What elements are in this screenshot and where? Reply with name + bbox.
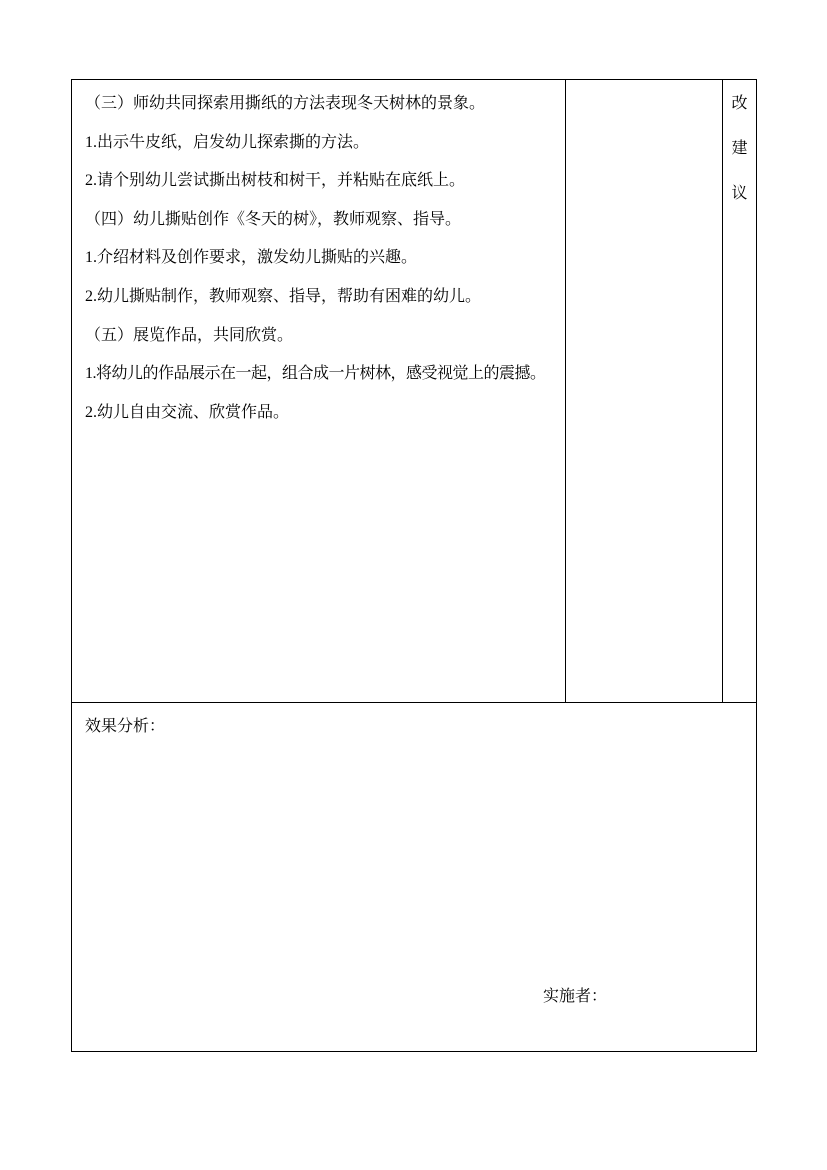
procedure-step: 1.将幼儿的作品展示在一起，组合成一片树林，感受视觉上的震撼。 (85, 365, 546, 383)
procedure-section-heading: （四）幼儿撕贴创作《冬天的树》，教师观察、指导。 (85, 210, 462, 228)
procedure-step: 2.请个别幼儿尝试撕出树枝和树干，并粘贴在底纸上。 (85, 172, 466, 190)
revision-suggestion-column (723, 80, 756, 702)
effect-analysis-label: 效果分析： (85, 718, 166, 735)
revision-label-char: 议 (731, 185, 748, 202)
procedure-step: 1.出示牛皮纸，启发幼儿探索撕的方法。 (85, 133, 370, 151)
lesson-plan-table (71, 79, 757, 1052)
effect-analysis-row (72, 703, 756, 1052)
procedure-section-heading: （五）展览作品，共同欣赏。 (85, 326, 294, 344)
procedure-step: 1.介绍材料及创作要求，激发幼儿撕贴的兴趣。 (85, 249, 418, 267)
procedure-section-heading: （三）师幼共同探索用撕纸的方法表现冬天树林的景象。 (85, 95, 486, 112)
procedure-step: 2.幼儿自由交流、欣赏作品。 (85, 403, 290, 421)
notes-cell (566, 80, 723, 702)
implementer-label: 实施者： (543, 988, 608, 1005)
revision-label-char: 改 (731, 95, 748, 112)
procedure-step: 2.幼儿撕贴制作，教师观察、指导，帮助有困难的幼儿。 (85, 287, 482, 305)
revision-label-char: 建 (731, 140, 748, 157)
procedure-cell (72, 80, 566, 702)
procedure-row (72, 80, 756, 703)
